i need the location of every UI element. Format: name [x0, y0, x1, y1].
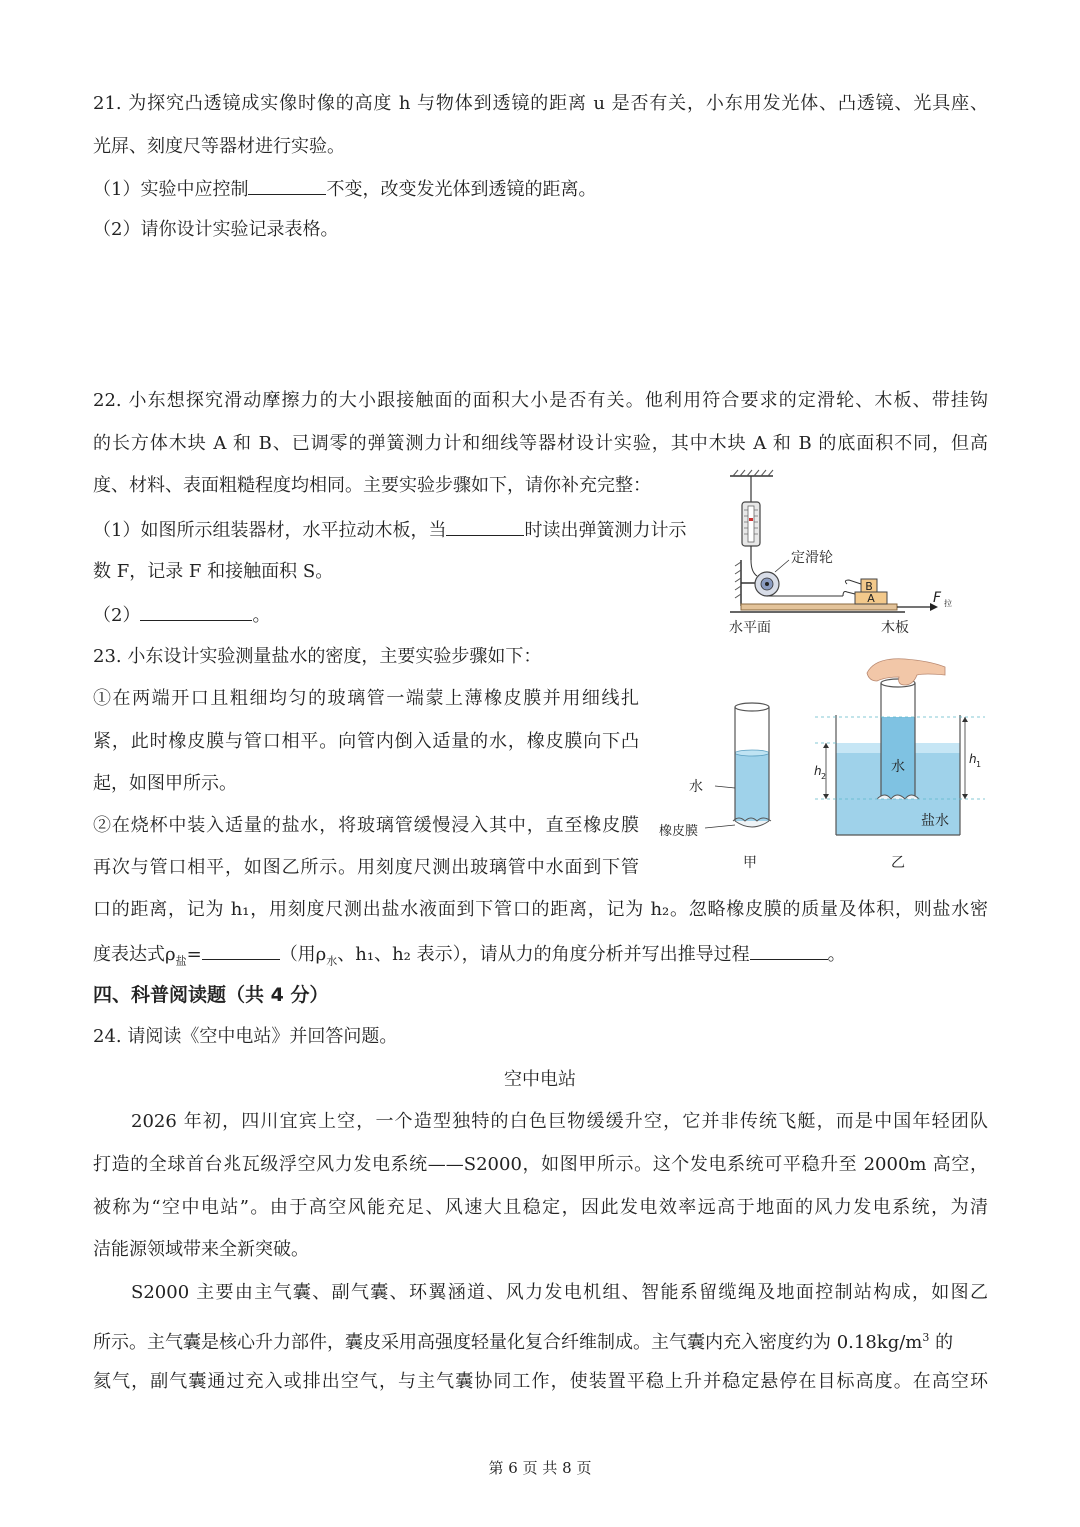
water-label-jia: 水 [689, 779, 703, 795]
q22-part-1 [93, 517, 686, 543]
q24-p1-line-3: 被称为“空中电站”。由于高空风能充足、风速大且稳定，因此发电效率远高于地面的风力发电系统，为清 [93, 1197, 988, 1218]
q23-line-7: 口的距离，记为 h₁，用刻度尺测出盐水液面到下管口的距离，记为 h₂。忽略橡皮膜的质量及体积，则盐水密 [93, 899, 988, 920]
svg-text:拉: 拉 [944, 599, 952, 608]
section-heading: 四、科普阅读题（共 4 分） [93, 984, 329, 1006]
q21-line-2: 光屏、刻度尺等器材进行实验。 [93, 136, 345, 157]
q22-blank-1[interactable] [446, 517, 524, 536]
svg-text:A: A [867, 592, 875, 605]
q22-part-1-text-a: （1）如图所示组装器材，水平拉动木板，当 [93, 520, 447, 541]
q22-line-1: 22. 小东想探究滑动摩擦力的大小跟接触面的面积大小是否有关。他利用符合要求的定滑轮、木板、带挂钩 [93, 390, 988, 411]
svg-text:B: B [865, 580, 873, 593]
page-number: 第 6 页 共 8 页 [488, 1459, 592, 1477]
svg-text:1: 1 [976, 760, 982, 769]
svg-text:2: 2 [821, 772, 827, 781]
spring-scale [742, 502, 760, 546]
q22-line-3: 度、材料、表面粗糙程度均相同。主要实验步骤如下，请你补充完整： [93, 475, 651, 496]
hand-image [867, 659, 945, 685]
q21-part-2: （2）请你设计实验记录表格。 [93, 219, 339, 240]
q21-line-1: 21. 为探究凸透镜成实像时像的高度 h 与物体到透镜的距离 u 是否有关，小东用发光体、凸透镜、光具座、 [93, 93, 988, 114]
tube-yi [877, 679, 919, 799]
q23-line-1: 23. 小东设计实验测量盐水的密度，主要实验步骤如下： [93, 646, 542, 667]
q22-line-2: 的长方体木块 A 和 B、已调零的弹簧测力计和细线等器材设计实验，其中木块 A 和 B 的底面积不同，但高 [93, 433, 988, 454]
ceiling-hatch [733, 470, 773, 476]
q22-part-2-text-a: （2） [93, 605, 141, 626]
q23-line-6: 再次与管口相平，如图乙所示。用刻度尺测出玻璃管中水面到下管 [93, 857, 639, 878]
saltwater-label: 盐水 [921, 813, 949, 829]
q23-line-4: 起，如图甲所示。 [93, 773, 237, 794]
q23-blank-formula[interactable] [202, 941, 280, 960]
q23-line-3: 紧，此时橡皮膜与管口相平。向管内倒入适量的水，橡皮膜向下凸 [93, 731, 639, 752]
q23-tube-figure [655, 655, 1000, 880]
tube-jia [733, 703, 771, 827]
figure-yi-label: 乙 [891, 855, 905, 871]
q23-line-5: ②在烧杯中装入适量的盐水，将玻璃管缓慢浸入其中，直至橡皮膜 [93, 815, 639, 836]
q24-p2-line-1: S2000 主要由主气囊、副气囊、环翼涵道、风力发电机组、智能系留缆绳及地面控制站构成，如图乙 [131, 1282, 988, 1303]
force-label: F [933, 590, 942, 606]
q22-part-2-text-b: 。 [252, 605, 271, 626]
q21-part-1-text-a: （1）实验中应控制 [93, 179, 249, 200]
q22-part-2 [93, 602, 270, 628]
q22-blank-2[interactable] [140, 602, 252, 621]
ground-label: 水平面 [729, 620, 771, 636]
article-title: 空中电站 [504, 1069, 576, 1090]
pulley-label: 定滑轮 [791, 550, 833, 566]
q24-p1-line-4: 洁能源领域带来全新突破。 [93, 1239, 309, 1260]
figure-jia-label: 甲 [743, 855, 757, 871]
q22-part-1-text-b: 时读出弹簧测力计示 [524, 520, 687, 541]
q24-p2-line-2: 所示。主气囊是核心升力部件，囊皮采用高强度轻量化复合纤维制成。主气囊内充入密度约为 $0.18kg/m^3$ 的 [93, 1331, 954, 1353]
h1-label: h [969, 752, 977, 766]
q24-p2-line-3: 氦气，副气囊通过充入或排出空气，与主气囊协同工作，使装置平稳上升并稳定悬停在目标高度。在高空环 [93, 1371, 988, 1392]
q22-apparatus-figure [725, 468, 955, 636]
h2-label: h [814, 764, 822, 778]
q24-p1-line-2: 打造的全球首台兆瓦级浮空风力发电系统——S2000，如图甲所示。这个发电系统可平稳升至 2000m 高空， [93, 1154, 988, 1175]
q21-part-1 [93, 176, 596, 202]
q21-part-1-text-b: 不变，改变发光体到透镜的距离。 [326, 179, 597, 200]
membrane-label: 橡皮膜 [659, 824, 699, 839]
q23-line-8: 度表达式$\rho_盐=$ （用$\rho_水$、h₁、h₂ 表示），请从力的角度分析并写出推导过程 。 [93, 941, 846, 974]
q21-answer-blank[interactable] [248, 176, 326, 195]
q23-blank-derivation[interactable] [750, 941, 828, 960]
q24-line-1: 24. 请阅读《空中电站》并回答问题。 [93, 1026, 398, 1047]
q24-p1-line-1: 2026 年初，四川宜宾上空，一个造型独特的白色巨物缓缓升空，它并非传统飞艇，而是中国年轻团队 [131, 1111, 988, 1132]
water-label-yi: 水 [891, 759, 905, 775]
q22-part-1-cont: 数 F，记录 F 和接触面积 S。 [93, 561, 334, 582]
q23-line-2: ①在两端开口且粗细均匀的玻璃管一端蒙上薄橡皮膜并用细线扎 [93, 688, 639, 709]
board-label: 木板 [881, 620, 909, 636]
